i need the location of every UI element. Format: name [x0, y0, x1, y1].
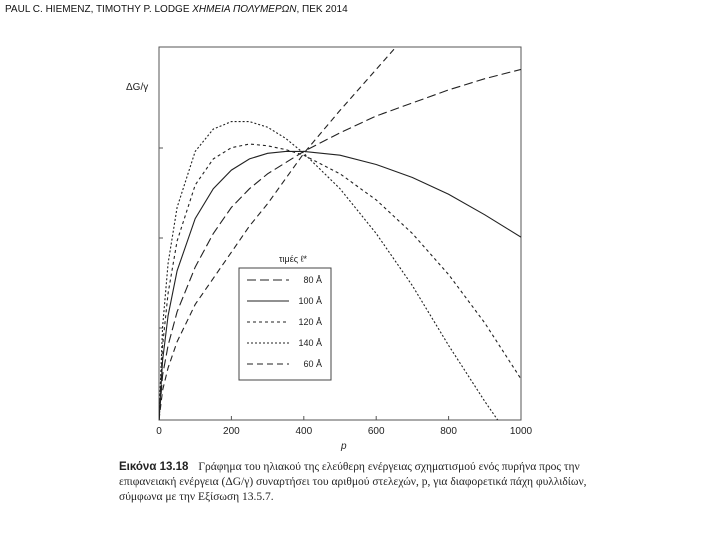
- legend-title: τιμές ℓ*: [279, 254, 308, 264]
- x-tick-label: 400: [295, 426, 313, 437]
- legend-label-3: 140 Å: [298, 338, 322, 348]
- caption-text: Γράφημα του ηλιακού της ελεύθερη ενέργειας σχηματισμού ενός πυρήνα προς την επιφανειακή ενέργεια (ΔG/γ) συναρτήσει του αριθμού στελεχών, p, για διαφορετικά πάχη φυλλιδίων, σύμφωνα με την Εξίσωση 13.5.7.: [119, 461, 587, 503]
- x-tick-label: 200: [223, 426, 240, 437]
- legend-label-1: 100 Å: [298, 296, 322, 306]
- caption-label: Εικόνα 13.18: [119, 461, 189, 473]
- axis-ticks: [156, 148, 532, 437]
- x-tick-label: 1000: [509, 426, 533, 437]
- legend-label-0: 80 Å: [303, 275, 322, 285]
- series-line-1: [159, 151, 521, 420]
- series-line-2: [159, 144, 521, 420]
- x-tick-label: 0: [156, 426, 162, 437]
- x-axis-label: p: [341, 441, 347, 452]
- legend-label-4: 60 Å: [303, 359, 322, 369]
- legend: [239, 254, 331, 380]
- figure-caption: [119, 460, 629, 505]
- authors-text: PAUL C. HIEMENZ, TIMOTHY P. LODGE: [5, 4, 190, 15]
- book-title-text: ΧΗΜΕΙΑ ΠΟΛΥΜΕΡΩΝ: [192, 4, 297, 15]
- series-line-0: [159, 69, 521, 420]
- legend-label-2: 120 Å: [298, 317, 322, 327]
- x-tick-label: 600: [367, 426, 385, 437]
- y-axis-label: ΔG/γ: [126, 82, 149, 93]
- publisher-year-text: , ΠΕΚ 2014: [296, 4, 348, 15]
- x-tick-label: 800: [440, 426, 457, 437]
- series-lines: [159, 0, 521, 428]
- series-line-4: [159, 0, 521, 420]
